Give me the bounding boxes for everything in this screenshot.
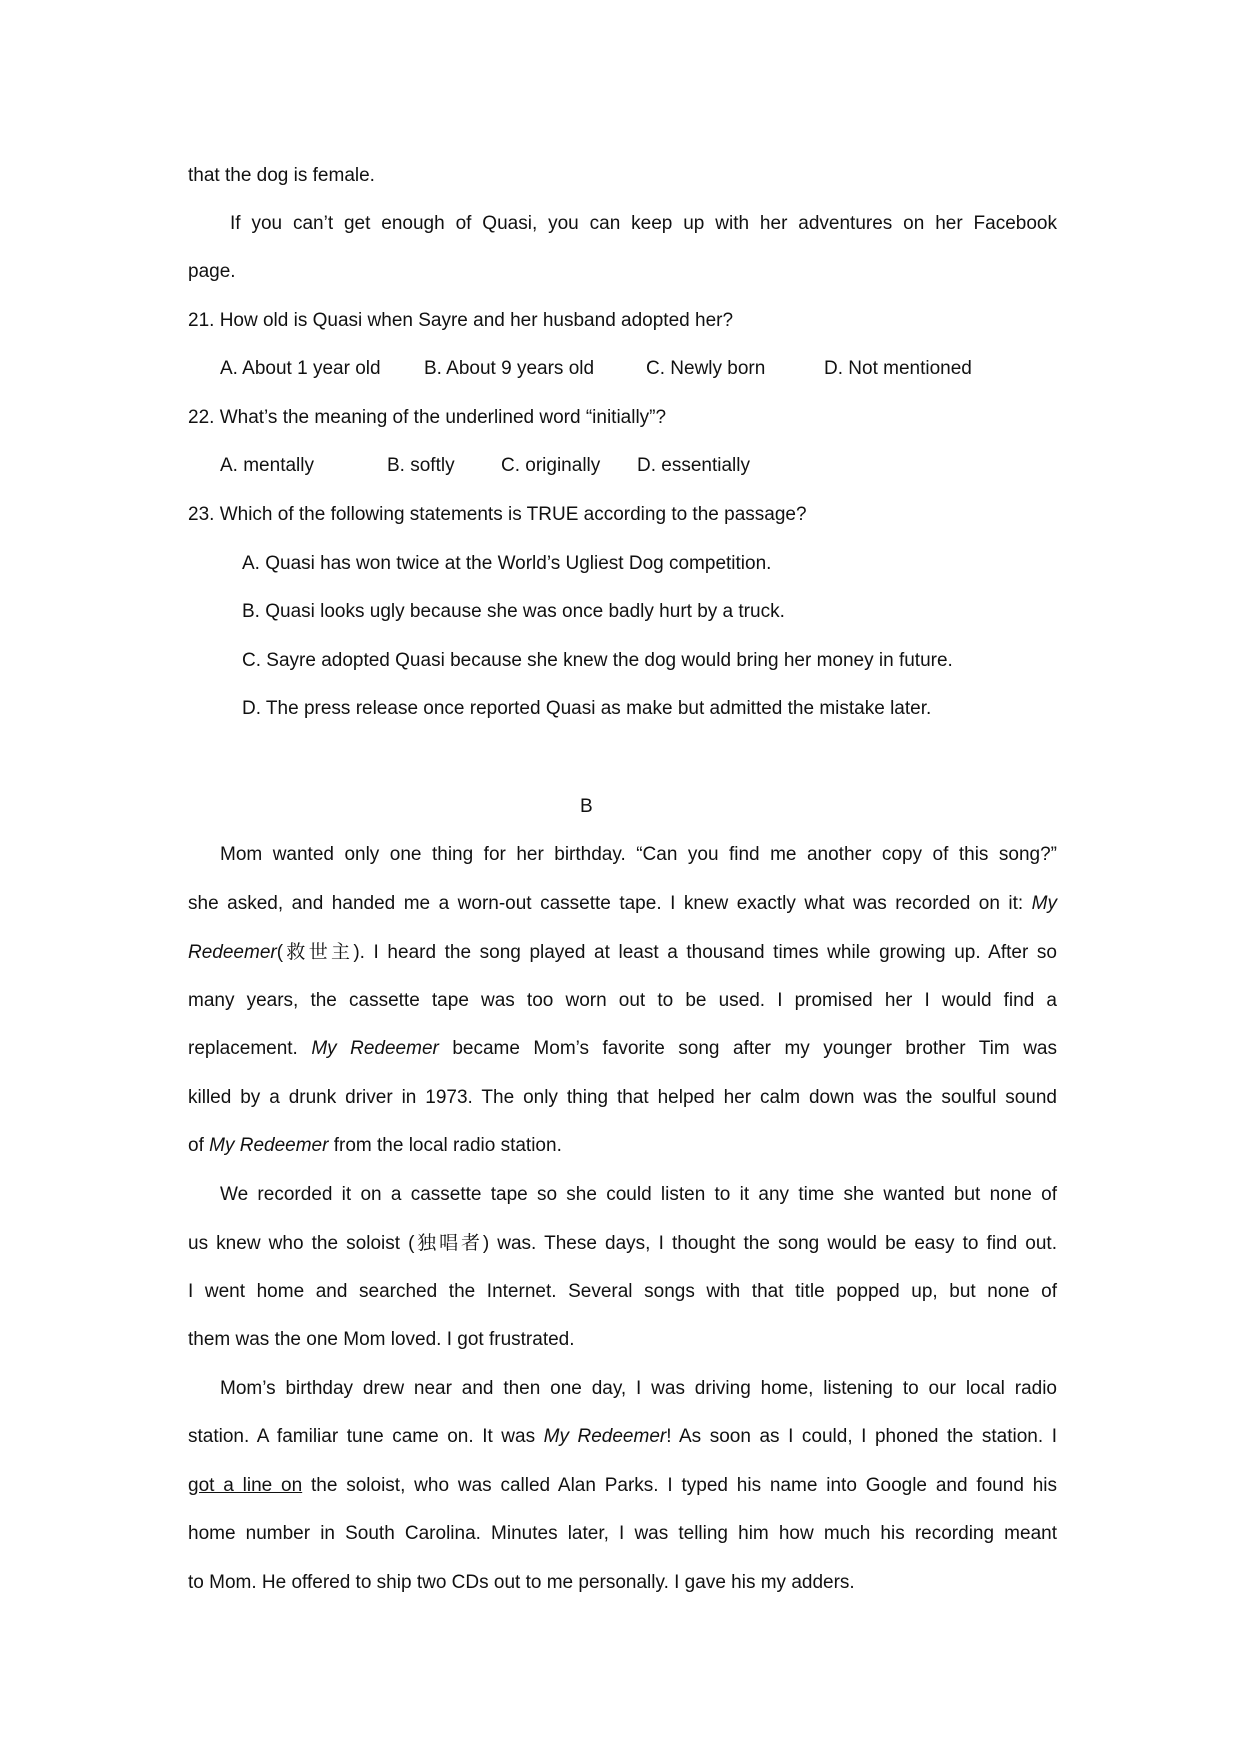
paragraph-line: I went home and searched the Internet. Several songs with that title popped up, but none of	[188, 1281, 1057, 1302]
paragraph-line: Mom’s birthday drew near and then one day, I was driving home, listening to our local radio	[220, 1378, 1057, 1399]
paragraph-line: of My Redeemer from the local radio station.	[188, 1135, 562, 1156]
question-22-option-a[interactable]: A. mentally	[220, 455, 314, 476]
question-22-option-b[interactable]: B. softly	[387, 455, 455, 476]
paragraph-line: to Mom. He offered to ship two CDs out to me personally. I gave his my adders.	[188, 1572, 855, 1593]
paragraph-line: she asked, and handed me a worn-out cassette tape. I knew exactly what was recorded on it: My	[188, 893, 1057, 914]
question-23-option-c[interactable]: C. Sayre adopted Quasi because she knew the dog would bring her money in future.	[242, 650, 953, 671]
underlined-phrase: got a line on	[188, 1475, 303, 1496]
section-b-heading: B	[580, 796, 593, 817]
question-23-stem: 23. Which of the following statements is TRUE according to the passage?	[188, 504, 807, 525]
question-21-option-d[interactable]: D. Not mentioned	[824, 358, 972, 379]
paragraph-line: killed by a drunk driver in 1973. The only thing that helped her calm down was the soulful sound	[188, 1087, 1057, 1108]
question-22-option-c[interactable]: C. originally	[501, 455, 601, 476]
question-21-option-b[interactable]: B. About 9 years old	[424, 358, 595, 379]
paragraph-line: Mom wanted only one thing for her birthday. “Can you find me another copy of this song?”	[220, 844, 1057, 865]
paragraph-line: home number in South Carolina. Minutes later, I was telling him how much his recording meant	[188, 1523, 1057, 1544]
passage-line: that the dog is female.	[188, 165, 375, 186]
paragraph-line: got a line on the soloist, who was called Alan Parks. I typed his name into Google and found his	[188, 1475, 1057, 1496]
question-21-stem: 21. How old is Quasi when Sayre and her husband adopted her?	[188, 310, 734, 331]
question-23-option-d[interactable]: D. The press release once reported Quasi as make but admitted the mistake later.	[242, 698, 932, 719]
paragraph-line: We recorded it on a cassette tape so she could listen to it any time she wanted but none of	[220, 1184, 1057, 1205]
question-23-option-b[interactable]: B. Quasi looks ugly because she was once badly hurt by a truck.	[242, 601, 785, 622]
paragraph-line: them was the one Mom loved. I got frustrated.	[188, 1329, 575, 1350]
passage-paragraph-line: If you can’t get enough of Quasi, you can keep up with her adventures on her Facebook	[230, 213, 1057, 234]
paragraph-line: many years, the cassette tape was too worn out to be used. I promised her I would find a	[188, 990, 1057, 1011]
question-21-option-a[interactable]: A. About 1 year old	[220, 358, 381, 379]
paragraph-line: station. A familiar tune came on. It was My Redeemer! As soon as I could, I phoned the station. I	[188, 1426, 1057, 1447]
question-21-option-c[interactable]: C. Newly born	[646, 358, 766, 379]
paragraph-line: us knew who the soloist (独唱者) was. These days, I thought the song would be easy to find out.	[188, 1232, 1057, 1254]
question-23-option-a[interactable]: A. Quasi has won twice at the World’s Ugliest Dog competition.	[242, 553, 772, 574]
paragraph-line: replacement. My Redeemer became Mom’s favorite song after my younger brother Tim was	[188, 1038, 1057, 1059]
question-22-stem: 22. What’s the meaning of the underlined word “initially”?	[188, 407, 667, 428]
paragraph-line: Redeemer(救世主). I heard the song played at least a thousand times while growing up. After so	[188, 941, 1057, 963]
passage-line: page.	[188, 261, 236, 282]
question-22-option-d[interactable]: D. essentially	[637, 455, 750, 476]
